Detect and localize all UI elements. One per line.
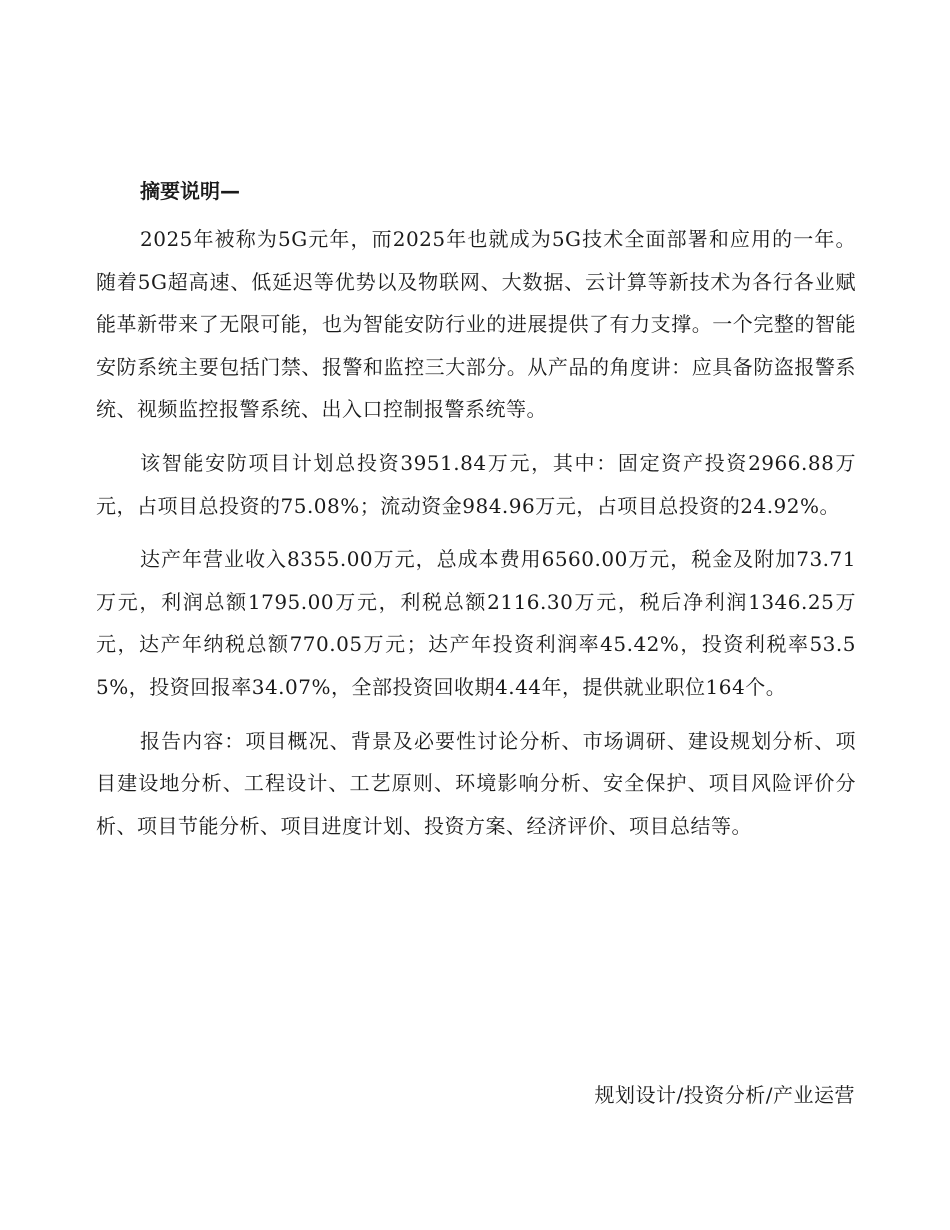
paragraph-report-contents: 报告内容：项目概况、背景及必要性讨论分析、市场调研、建设规划分析、项目建设地分析、工程设计、工艺原则、环境影响分析、安全保护、项目风险评价分析、项目节能分析、项目进度计划、投资方案、经济评价、项目总结等。 (96, 728, 856, 838)
summary-body (96, 218, 856, 858)
paragraph-financials: 达产年营业收入8355.00万元，总成本费用6560.00万元，税金及附加73.71万元，利润总额1795.00万元，利税总额2116.30万元，税后净利润1346.25万元，达产年纳税总额770.05万元；达产年投资利润率45.42%，投资利税率53.55%，投资回报率34.07%，全部投资回收期4.44年，提供就业职位164个。 (96, 547, 856, 699)
paragraph-investment: 该智能安防项目计划总投资3951.84万元，其中：固定资产投资2966.88万元，占项目总投资的75.08%；流动资金984.96万元，占项目总投资的24.92%。 (96, 450, 856, 518)
summary-heading: 摘要说明— (140, 179, 240, 203)
footer-tagline: 规划设计/投资分析/产业运营 (594, 1083, 855, 1107)
paragraph-intro: 2025年被称为5G元年，而2025年也就成为5G技术全面部署和应用的一年。随着5G超高速、低延迟等优势以及物联网、大数据、云计算等新技术为各行各业赋能革新带来了无限可能，也为智能安防行业的进展提供了有力支撑。一个完整的智能安防系统主要包括门禁、报警和监控三大部分。从产品的角度讲：应具备防盗报警系统、视频监控报警系统、出入口控制报警系统等。 (96, 227, 856, 422)
